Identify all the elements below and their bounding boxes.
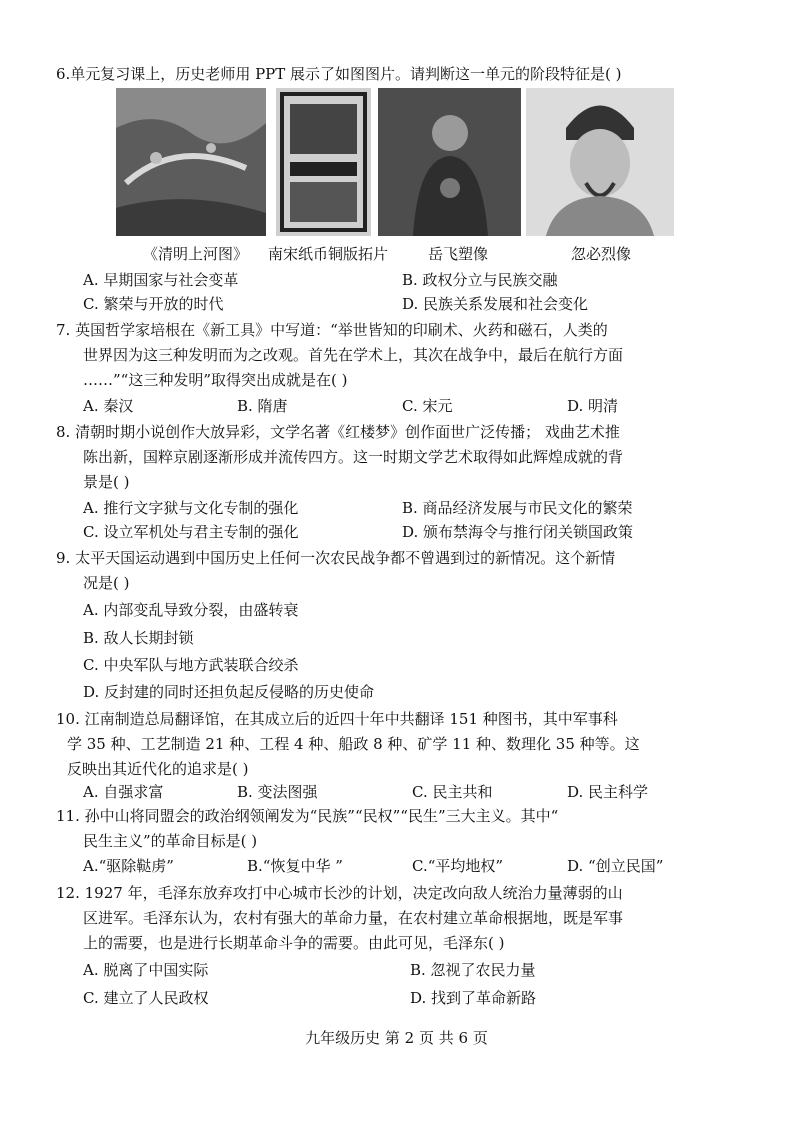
- q7-option-d[interactable]: D. 明清: [567, 397, 619, 415]
- q8-option-b[interactable]: B. 商品经济发展与市民文化的繁荣: [402, 499, 633, 517]
- q9-line-2: 况是( ): [83, 574, 130, 592]
- q6-stem: 6.单元复习课上，历史老师用 PPT 展示了如图图片。请判断这一单元的阶段特征是( ): [56, 65, 622, 83]
- kublai-khan-portrait-image: [526, 88, 674, 236]
- q9-line-1: 9. 太平天国运动遇到中国历史上任何一次农民战争都不曾遇到过的新情况。这个新情: [56, 549, 616, 567]
- q10-line-2: 学 35 种、工艺制造 21 种、工程 4 种、船政 8 种、矿学 11 种、数理化 35 种等。这: [67, 735, 640, 753]
- q10-option-b[interactable]: B. 变法图强: [237, 783, 318, 801]
- q8-line-3: 景是( ): [83, 473, 130, 491]
- q6-option-a[interactable]: A. 早期国家与社会变革: [83, 271, 239, 289]
- q11-line-1: 11. 孙中山将同盟会的政治纲领阐发为“民族”“民权”“民生”三大主义。其中“: [56, 807, 559, 825]
- qingming-painting-image: [116, 88, 266, 236]
- q6-option-c[interactable]: C. 繁荣与开放的时代: [83, 295, 224, 313]
- q11-option-b[interactable]: B.“恢复中华 ”: [247, 857, 343, 875]
- q12-option-a[interactable]: A. 脱离了中国实际: [83, 961, 209, 979]
- page-footer: 九年级历史 第 2 页 共 6 页: [305, 1029, 488, 1047]
- q11-option-c[interactable]: C.“平均地权”: [412, 857, 504, 875]
- q12-option-b[interactable]: B. 忽视了农民力量: [410, 961, 536, 979]
- caption-kublai: 忽必烈像: [571, 245, 632, 263]
- q9-option-c[interactable]: C. 中央军队与地方武装联合绞杀: [83, 656, 299, 674]
- q10-option-a[interactable]: A. 自强求富: [83, 783, 164, 801]
- q10-option-c[interactable]: C. 民主共和: [412, 783, 493, 801]
- q9-option-a[interactable]: A. 内部变乱导致分裂，由盛转衰: [83, 601, 299, 619]
- q7-option-a[interactable]: A. 秦汉: [83, 397, 134, 415]
- q9-option-b[interactable]: B. 敌人长期封锁: [83, 629, 194, 647]
- q7-option-b[interactable]: B. 隋唐: [237, 397, 288, 415]
- q11-line-2: 民生主义”的革命目标是( ): [83, 832, 258, 850]
- caption-paper-money: 南宋纸币铜版拓片: [268, 245, 389, 263]
- yue-fei-statue-image: [378, 88, 521, 236]
- q12-line-2: 区进军。毛泽东认为，农村有强大的革命力量，在农村建立革命根据地，既是军事: [83, 909, 624, 927]
- q12-option-c[interactable]: C. 建立了人民政权: [83, 989, 209, 1007]
- q8-option-d[interactable]: D. 颁布禁海令与推行闭关锁国政策: [402, 523, 634, 541]
- caption-yue-fei: 岳飞塑像: [428, 245, 489, 263]
- q7-line-3: ……”“这三种发明”取得突出成就是在( ): [83, 371, 348, 389]
- q10-line-3: 反映出其近代化的追求是( ): [67, 760, 249, 778]
- q11-option-a[interactable]: A.“驱除鞑虏”: [83, 857, 174, 875]
- q8-line-1: 8. 清朝时期小说创作大放异彩，文学名著《红楼梦》创作面世广泛传播； 戏曲艺术推: [56, 423, 620, 441]
- q10-line-1: 10. 江南制造总局翻译馆，在其成立后的近四十年中共翻译 151 种图书，其中军事科: [56, 710, 618, 728]
- q11-option-d[interactable]: D. “创立民国”: [567, 857, 664, 875]
- q8-line-2: 陈出新，国粹京剧逐渐形成并流传四方。这一时期文学艺术取得如此辉煌成就的背: [83, 448, 624, 466]
- q12-line-1: 12. 1927 年，毛泽东放弃攻打中心城市长沙的计划，决定改向敌人统治力量薄弱的山: [56, 884, 623, 902]
- q10-option-d[interactable]: D. 民主科学: [567, 783, 649, 801]
- q8-option-a[interactable]: A. 推行文字狱与文化专制的强化: [83, 499, 299, 517]
- q6-option-b[interactable]: B. 政权分立与民族交融: [402, 271, 558, 289]
- q9-option-d[interactable]: D. 反封建的同时还担负起反侵略的历史使命: [83, 683, 375, 701]
- q12-line-3: 上的需要，也是进行长期革命斗争的需要。由此可见，毛泽东( ): [83, 934, 505, 952]
- song-paper-money-image: [276, 88, 371, 236]
- q6-option-d[interactable]: D. 民族关系发展和社会变化: [402, 295, 589, 313]
- caption-qingming: 《清明上河图》: [143, 245, 249, 263]
- q7-line-1: 7. 英国哲学家培根在《新工具》中写道：“举世皆知的印刷术、火药和磁石，人类的: [56, 321, 608, 339]
- q7-option-c[interactable]: C. 宋元: [402, 397, 453, 415]
- q12-option-d[interactable]: D. 找到了革命新路: [410, 989, 537, 1007]
- q7-line-2: 世界因为这三种发明而为之改观。首先在学术上，其次在战争中，最后在航行方面: [83, 346, 624, 364]
- q8-option-c[interactable]: C. 设立军机处与君主专制的强化: [83, 523, 299, 541]
